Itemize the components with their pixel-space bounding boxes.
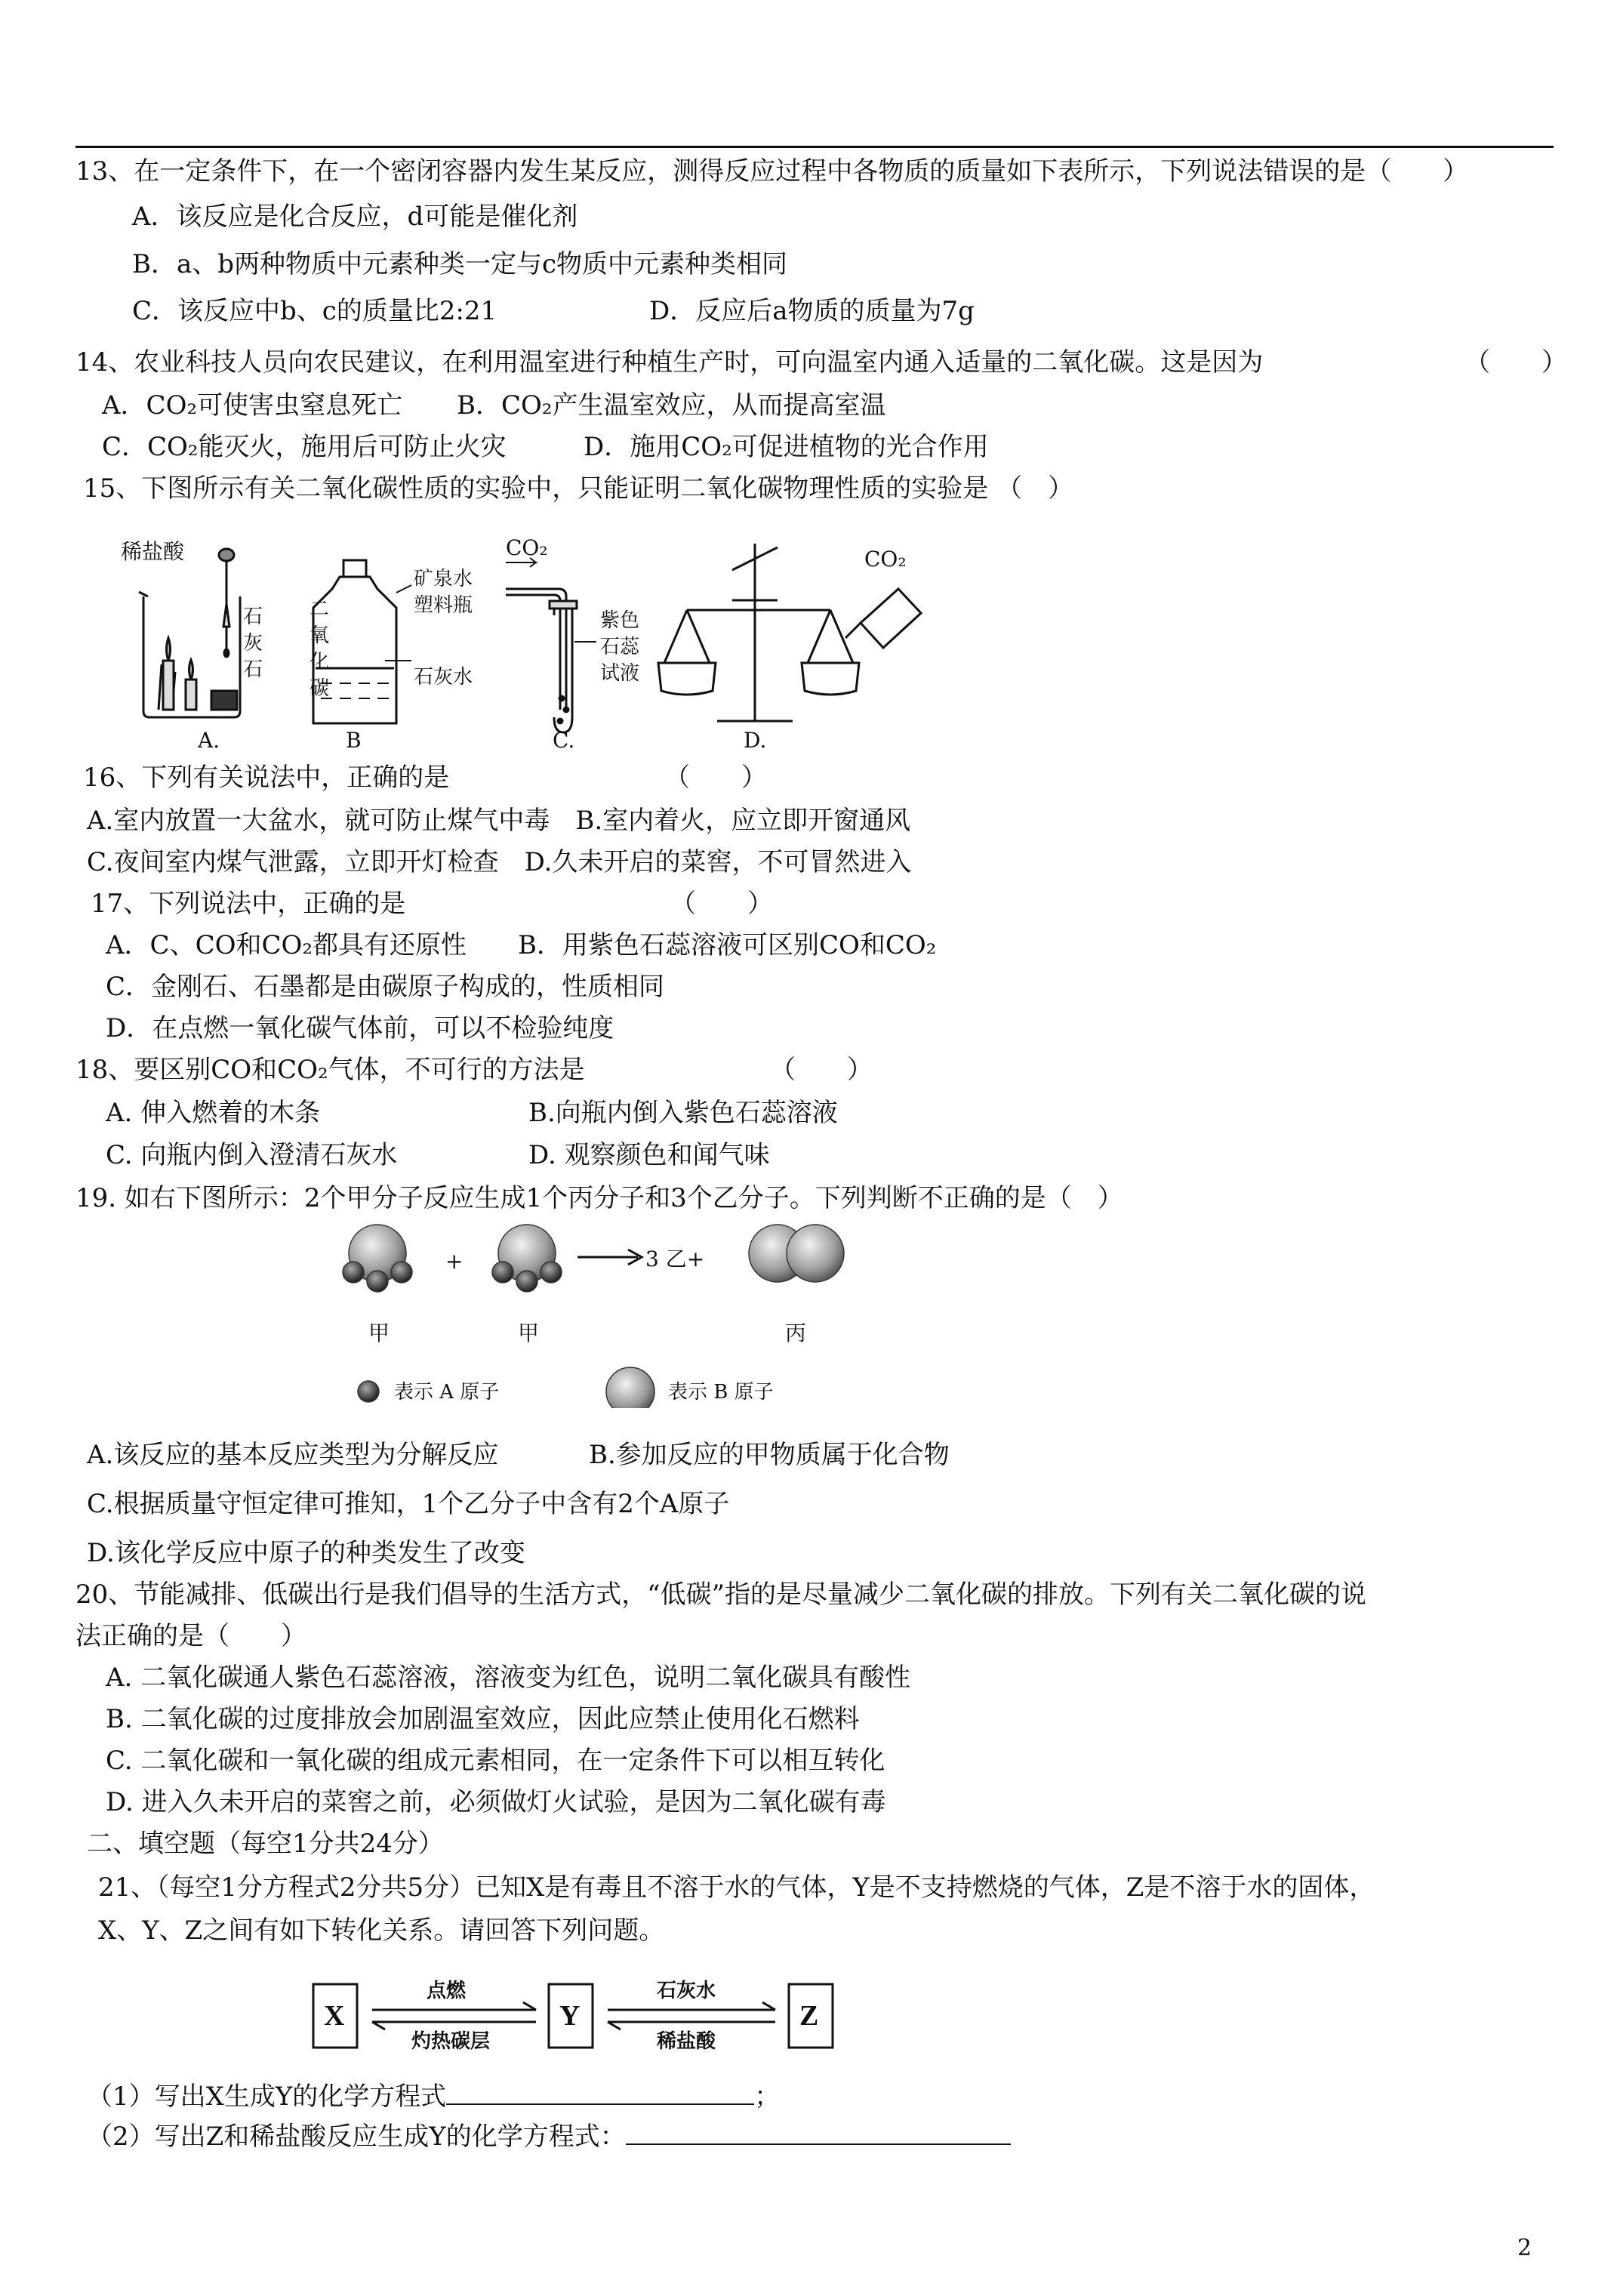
- reaction-arrow: [577, 1250, 642, 1265]
- q19-option-c: C.根据质量守恒定律可推知，1个乙分子中含有2个A原子: [87, 1489, 730, 1519]
- q18-option-b: B.向瓶内倒入紫色石蕊溶液: [528, 1098, 838, 1128]
- q21-part2: [87, 2120, 1011, 2153]
- label-limestone-1: 石: [243, 606, 263, 628]
- label-bing: 丙: [785, 1321, 807, 1345]
- label-jia-1: 甲: [368, 1321, 390, 1345]
- legend-a-text: 表示 A 原子: [394, 1381, 500, 1404]
- experiment-c-test-tube: [506, 589, 596, 732]
- q21-part2-answer-blank[interactable]: [626, 2121, 1011, 2145]
- label-d: D.: [744, 728, 767, 753]
- q19-molecule-figure: [332, 1212, 921, 1408]
- q14-option-d: D．施用CO₂可促进植物的光合作用: [584, 432, 989, 462]
- q15-experiment-figure: [113, 529, 959, 755]
- label-dilute-acid: 稀盐酸: [657, 2030, 716, 2053]
- label-co2-vertical-3: 化: [310, 651, 330, 673]
- label-purple: 紫色: [600, 609, 640, 632]
- label-limestone-2: 灰: [243, 632, 263, 655]
- arrows-y-z: [608, 2002, 775, 2029]
- q21-part1-answer-blank[interactable]: [446, 2081, 754, 2105]
- label-co2-inlet: CO₂: [506, 535, 548, 560]
- label-ignite: 点燃: [427, 1980, 467, 2002]
- label-mineral-water: 矿泉水: [414, 568, 473, 590]
- q21-stem-line2: X、Y、Z之间有如下转化关系。请回答下列问题。: [98, 1915, 665, 1946]
- legend-b-atom-icon: [606, 1367, 654, 1408]
- q14-option-a: A．CO₂可使害虫窒息死亡: [102, 390, 403, 421]
- q13-option-c: C．该反应中b、c的质量比2:21: [132, 296, 497, 326]
- label-co2-vertical-2: 氧: [310, 624, 330, 647]
- page-number: 2: [1517, 2235, 1532, 2261]
- q16-options-cd: C.夜间室内煤气泄露，立即开灯检查 D.久未开启的菜窖，不可冒然进入: [87, 847, 912, 877]
- label-y: Y: [559, 2000, 581, 2032]
- label-limewater: 石灰水: [657, 1980, 716, 2002]
- experiment-a-beaker: [139, 549, 240, 717]
- q21-part1-prompt: （1）写出X生成Y的化学方程式: [87, 2082, 447, 2112]
- label-co2-pouring: CO₂: [864, 547, 907, 572]
- q20-option-b: B. 二氧化碳的过度排放会加剧温室效应，因此应禁止使用化石燃料: [106, 1704, 860, 1734]
- q21-part1-end: ；: [754, 2082, 781, 2112]
- q16-stem: 16、下列有关说法中，正确的是: [83, 763, 450, 793]
- label-limestone-3: 石: [243, 658, 263, 681]
- q17-options-ab: A．C、CO和CO₂都具有还原性 B．用紫色石蕊溶液可区别CO和CO₂: [106, 930, 937, 960]
- label-lime-water: 石灰水: [414, 666, 473, 689]
- q20-option-d: D. 进入久未开启的菜窖之前，必须做灯火试验，是因为二氧化碳有毒: [106, 1787, 886, 1817]
- q20-option-a: A. 二氧化碳通人紫色石蕊溶液，溶液变为红色，说明二氧化碳具有酸性: [106, 1663, 911, 1693]
- q19-stem: 19. 如右下图所示：2个甲分子反应生成1个丙分子和3个乙分子。下列判断不正确的是（ ）: [75, 1183, 1123, 1213]
- product-yi-label: 3 乙+: [645, 1247, 705, 1271]
- q19-option-d: D.该化学反应中原子的种类发生了改变: [87, 1538, 525, 1568]
- section-fill-in-heading: 二、填空题（每空1分共24分）: [87, 1829, 444, 1859]
- q14-option-c: C．CO₂能灭火，施用后可防止火灾: [102, 432, 507, 462]
- label-test-solution: 试液: [600, 662, 640, 685]
- label-co2-vertical-4: 碳: [310, 677, 330, 700]
- label-plastic-bottle: 塑料瓶: [414, 594, 473, 617]
- label-hot-carbon: 灼热碳层: [411, 2030, 491, 2053]
- label-c: C.: [553, 728, 575, 753]
- plus-sign-1: +: [445, 1249, 463, 1274]
- q17-stem: 17、下列说法中，正确的是: [91, 889, 406, 919]
- q14-stem: 14、农业科技人员向农民建议，在利用温室进行种植生产时，可向温室内通入适量的二氧化碳。这是因为: [75, 347, 1264, 378]
- q20-stem-line1: 20、节能减排、低碳出行是我们倡导的生活方式，“低碳”指的是尽量减少二氧化碳的排放。下列有关二氧化碳的说: [75, 1579, 1367, 1610]
- q18-option-a: A. 伸入燃着的木条: [106, 1098, 321, 1128]
- q16-answer-paren: （ ）: [664, 763, 767, 793]
- q18-option-d: D. 观察颜色和闻气味: [528, 1140, 770, 1170]
- q14-answer-paren: （ ）: [1464, 347, 1567, 378]
- header-rule: [75, 146, 1554, 148]
- molecule-jia-2: [492, 1225, 562, 1292]
- label-a: A.: [198, 728, 220, 753]
- label-co2-vertical-1: 二: [310, 598, 330, 621]
- q17-answer-paren: （ ）: [670, 889, 773, 919]
- molecule-bing: [749, 1225, 844, 1282]
- label-b: B: [346, 728, 362, 753]
- q13-option-d: D．反应后a物质的质量为7g: [649, 296, 975, 326]
- q20-stem-line2: 法正确的是（ ）: [75, 1621, 306, 1651]
- label-litmus: 石蕊: [600, 636, 640, 658]
- q17-option-c: C．金刚石、石墨都是由碳原子构成的，性质相同: [106, 972, 665, 1002]
- q21-part2-prompt: （2）写出Z和稀盐酸反应生成Y的化学方程式：: [87, 2122, 626, 2152]
- q17-option-d: D．在点燃一氧化碳气体前，可以不检验纯度: [106, 1013, 614, 1043]
- arrows-x-y: [372, 2002, 536, 2029]
- q21-conversion-diagram: [306, 1963, 849, 2069]
- q15-stem: 15、下图所示有关二氧化碳性质的实验中，只能证明二氧化碳物理性质的实验是 （ ）: [83, 473, 1074, 504]
- q21-part1: [87, 2080, 780, 2113]
- label-z: Z: [799, 2000, 819, 2032]
- legend-a-atom-icon: [358, 1381, 379, 1402]
- q13-option-b: B．a、b两种物质中元素种类一定与c物质中元素种类相同: [132, 249, 788, 279]
- q18-stem: 18、要区别CO和CO₂气体，不可行的方法是: [75, 1055, 585, 1085]
- q14-option-b: B．CO₂产生温室效应，从而提高室温: [457, 390, 886, 421]
- q21-stem-line1: 21、（每空1分方程式2分共5分）已知X是有毒且不溶于水的气体，Y是不支持燃烧的气体，Z是不溶于水的固体，: [98, 1872, 1375, 1903]
- q18-answer-paren: （ ）: [770, 1055, 873, 1085]
- label-dilute-hcl: 稀盐酸: [121, 539, 185, 564]
- legend-b-text: 表示 B 原子: [668, 1381, 774, 1404]
- q19-option-b: B.参加反应的甲物质属于化合物: [589, 1440, 950, 1470]
- q18-option-c: C. 向瓶内倒入澄清石灰水: [106, 1140, 398, 1170]
- label-x: X: [324, 2000, 345, 2032]
- q13-stem: 13、在一定条件下，在一个密闭容器内发生某反应，测得反应过程中各物质的质量如下表所示，下列说法错误的是（ ）: [75, 156, 1469, 186]
- q19-option-a: A.该反应的基本反应类型为分解反应: [87, 1440, 499, 1470]
- label-jia-2: 甲: [518, 1321, 540, 1345]
- q16-options-ab: A.室内放置一大盆水，就可防止煤气中毒 B.室内着火，应立即开窗通风: [87, 806, 911, 836]
- q20-option-c: C. 二氧化碳和一氧化碳的组成元素相同，在一定条件下可以相互转化: [106, 1746, 885, 1776]
- molecule-jia-1: [343, 1225, 412, 1292]
- q13-option-a: A．该反应是化合反应，d可能是催化剂: [132, 202, 578, 232]
